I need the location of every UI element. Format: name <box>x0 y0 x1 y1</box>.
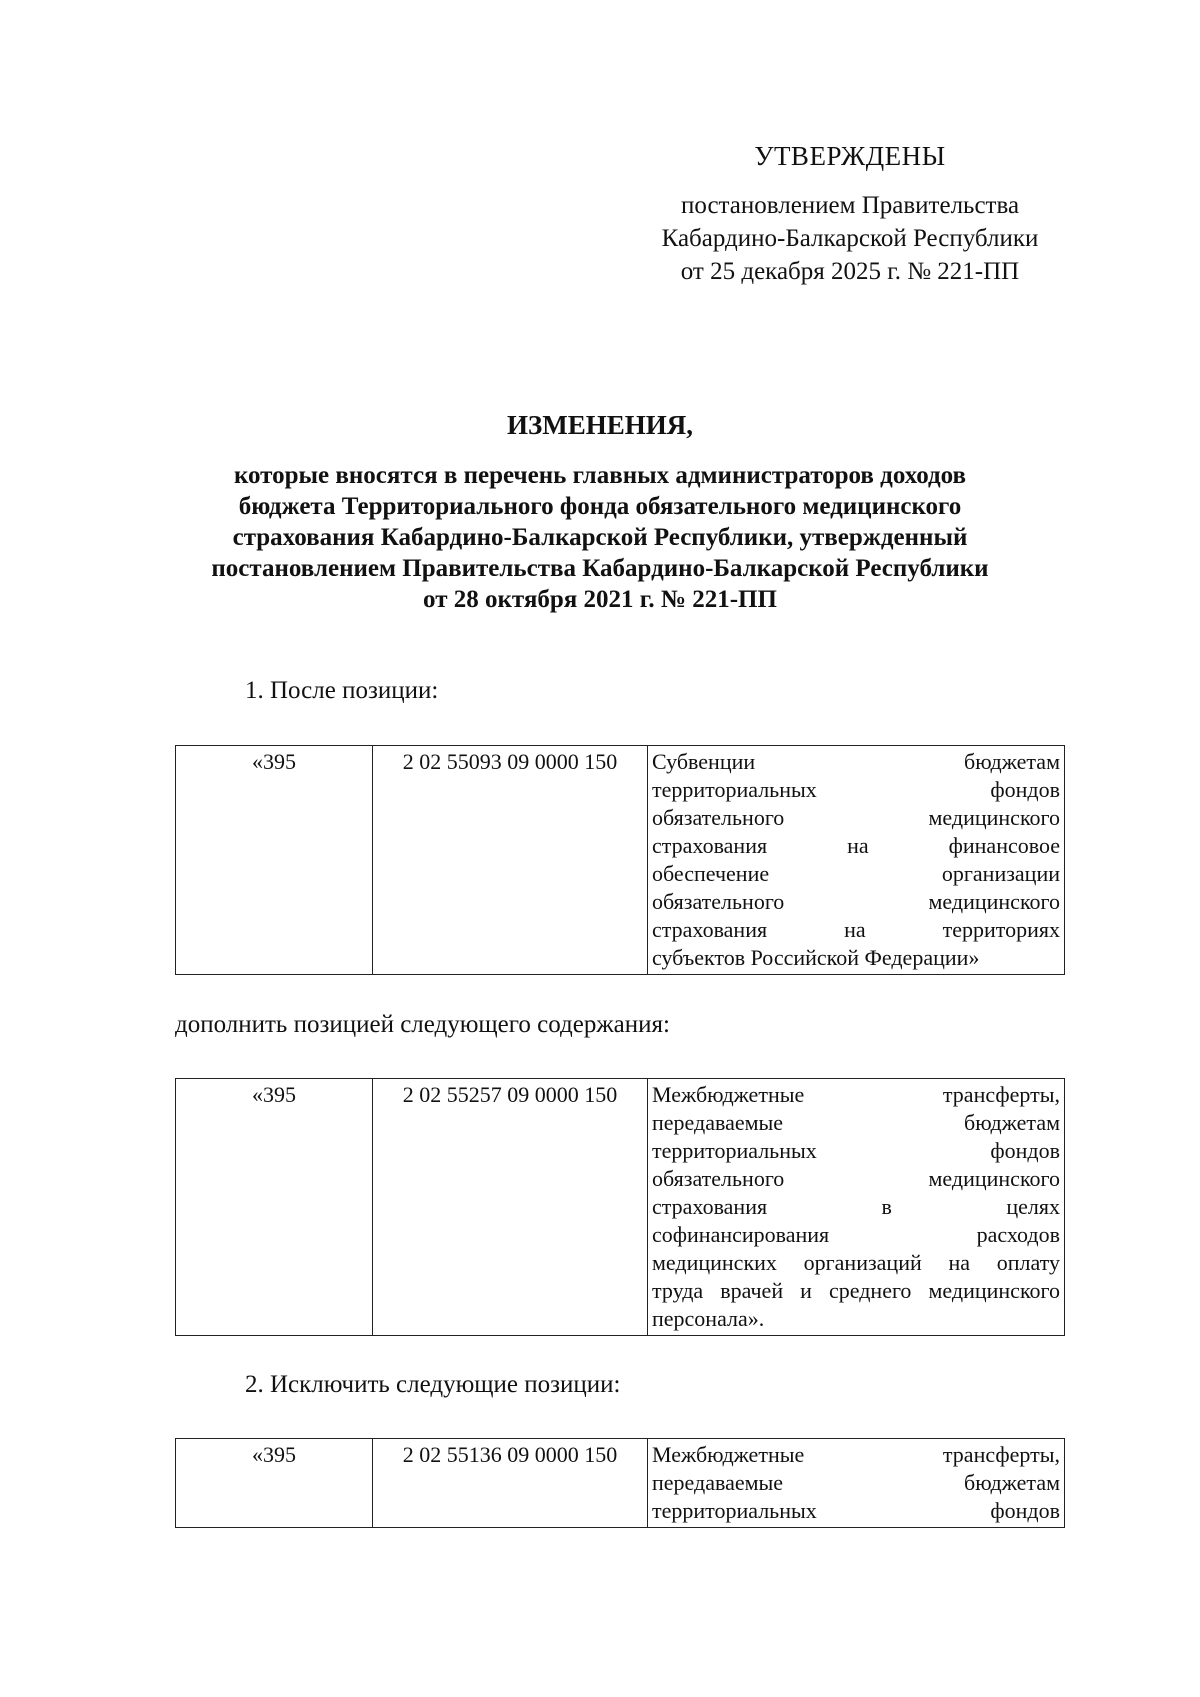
admin-code-cell: «395 <box>176 1079 373 1336</box>
description-line: передаваемые бюджетам <box>652 1110 1060 1135</box>
description-cell <box>648 746 1065 975</box>
title-line: постановлением Правительства Кабардино-Балкарской Республики <box>211 555 989 582</box>
description-line: Межбюджетные трансферты, <box>652 1442 1060 1467</box>
title-line: которые вносятся в перечень главных администраторов доходов <box>233 462 967 489</box>
description-line: страхования на финансовое <box>652 833 1060 858</box>
table-row <box>176 746 1065 975</box>
description-line: персонала». <box>652 1306 765 1331</box>
income-code-cell: 2 02 55257 09 0000 150 <box>373 1079 648 1336</box>
income-code-cell: 2 02 55093 09 0000 150 <box>373 746 648 975</box>
income-code-cell: 2 02 55136 09 0000 150 <box>373 1439 648 1528</box>
table-row <box>176 1439 1065 1528</box>
admin-code-cell: «395 <box>176 746 373 975</box>
description-line: обязательного медицинского <box>652 805 1060 830</box>
title-heading: ИЗМЕНЕНИЯ, <box>506 410 693 440</box>
table-row <box>176 1079 1065 1336</box>
approval-stamp-title: УТВЕРЖДЕНЫ <box>754 141 946 171</box>
description-line: Межбюджетные трансферты, <box>652 1082 1060 1107</box>
description-line: страхования на территориях <box>652 917 1060 942</box>
admin-code-cell: «395 <box>176 1439 373 1528</box>
title-line: бюджета Территориального фонда обязательного медицинского <box>238 493 962 520</box>
description-line: обеспечение организации <box>652 861 1060 886</box>
description-line: территориальных фондов <box>652 1498 1060 1523</box>
description-line: субъектов Российской Федерации» <box>652 945 980 970</box>
approval-line-1: постановлением Правительства <box>680 192 1020 219</box>
description-line: обязательного медицинского <box>652 889 1060 914</box>
description-line: медицинских организаций на оплату <box>652 1250 1060 1275</box>
title-line: страхования Кабардино-Балкарской Республики, утвержденный <box>232 524 968 551</box>
position-table-3 <box>175 1438 1065 1528</box>
description-line: софинансирования расходов <box>652 1222 1060 1247</box>
position-table-1 <box>175 745 1065 975</box>
title-subtitle <box>160 460 1040 615</box>
description-line: обязательного медицинского <box>652 1166 1060 1191</box>
description-line: территориальных фондов <box>652 1138 1060 1163</box>
position-table-2 <box>175 1078 1065 1336</box>
description-line: передаваемые бюджетам <box>652 1470 1060 1495</box>
description-line: труда врачей и среднего медицинского <box>652 1278 1060 1303</box>
item-1-label: 1. После позиции: <box>245 677 439 704</box>
description-cell <box>648 1079 1065 1336</box>
description-line: страхования в целях <box>652 1194 1060 1219</box>
description-cell <box>648 1439 1065 1528</box>
approval-line-2: Кабардино-Балкарской Республики <box>661 225 1039 252</box>
description-line: Субвенции бюджетам <box>652 749 1060 774</box>
approval-line-3: от 25 декабря 2025 г. № 221-ПП <box>680 258 1020 285</box>
title-line: от 28 октября 2021 г. № 221-ПП <box>423 586 777 613</box>
item-2-label: 2. Исключить следующие позиции: <box>245 1371 621 1398</box>
approval-block <box>620 140 1080 288</box>
description-line: территориальных фондов <box>652 777 1060 802</box>
document-title <box>160 408 1040 615</box>
supplement-label: дополнить позицией следующего содержания: <box>175 1011 670 1038</box>
